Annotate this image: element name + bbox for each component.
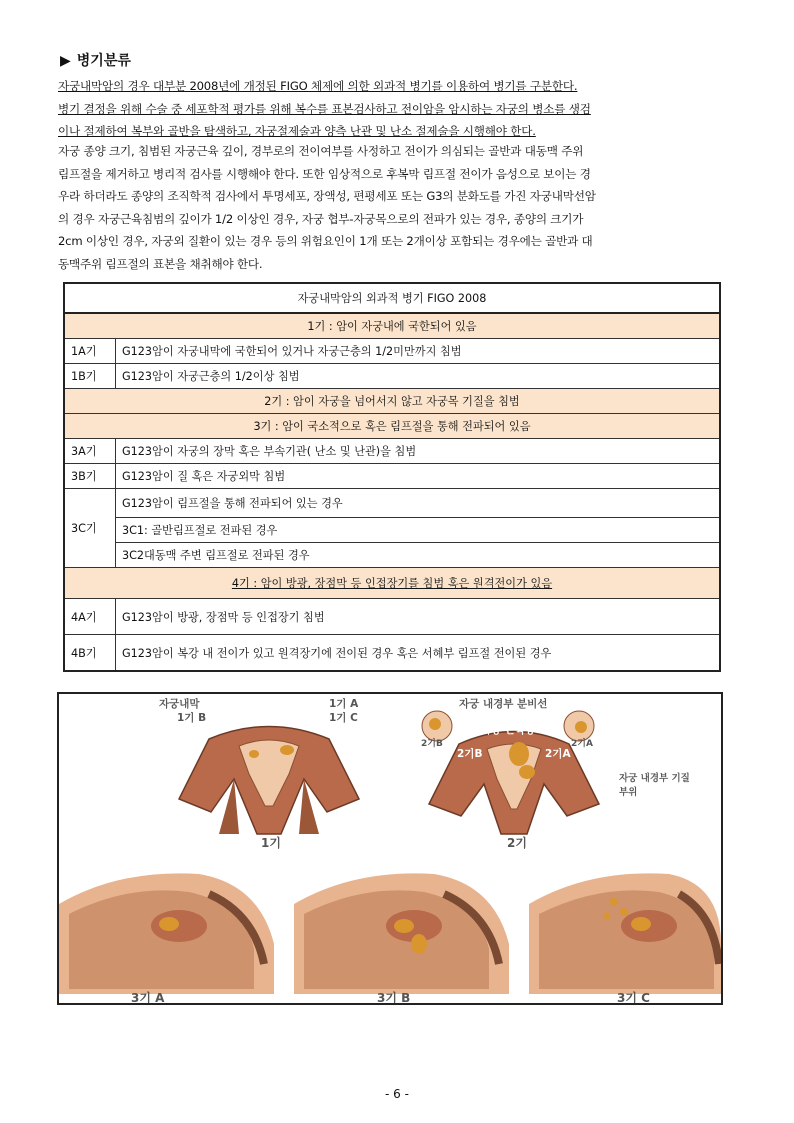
text-line: 자궁 종양 크기, 침범된 자궁근육 깊이, 경부로의 전이여부를 사정하고 전이가 의심되는 골반과 대동맥 주위	[58, 144, 584, 158]
stage-description: G123암이 방광, 장점막 등 인접장기 침범	[116, 599, 721, 635]
label-stage-1a: 1기 A	[329, 698, 359, 710]
text-line: 동맥주위 림프절의 표본을 채취해야 한다.	[58, 256, 263, 271]
label-stage-2b-small: 2기B	[421, 739, 443, 749]
label-stage-1c: 1기 C	[329, 712, 358, 724]
stage-code: 4A기	[64, 599, 116, 635]
stage-code: 3B기	[64, 464, 116, 489]
table-row	[64, 339, 720, 364]
stage-description: 3C2대동맥 주변 림프절로 전파된 경우	[116, 543, 721, 568]
section-heading	[60, 50, 131, 70]
stage-4-header: 4기 : 암이 방광, 장점막 등 인접장기를 침범 혹은 원격전이가 있음	[64, 568, 720, 599]
intro-paragraph	[58, 75, 738, 143]
pelvis-stage-3c	[529, 873, 721, 994]
label-stage-2: 2기	[507, 836, 527, 850]
stage-code: 1B기	[64, 364, 116, 389]
text-line: 의 경우 자궁근육침범의 깊이가 1/2 이상인 경우, 자궁 협부-자궁목으로의 전파가 있는 경우, 종양의 크기가	[58, 211, 584, 226]
text-line: 2cm 이상인 경우, 자궁외 질환이 있는 경우 등의 위험요인이 1개 또는 2개이상 포함되는 경우에는 골반과 대	[58, 234, 593, 248]
stage-code: 1A기	[64, 339, 116, 364]
table-row	[64, 543, 720, 568]
table-row	[64, 439, 720, 464]
label-cervix-gland: 자궁 내경부 분비선	[459, 698, 548, 710]
stage-description: G123암이 자궁내막에 국한되어 있거나 자궁근층의 1/2미만까지 침범	[116, 339, 721, 364]
text-line: 이나 절제하여 복부와 골반을 탐색하고, 자궁절제술과 양측 난관 및 난소 절제술을 시행해야 한다.	[58, 124, 536, 138]
page-number: - 6 -	[385, 1087, 409, 1101]
table-row	[64, 464, 720, 489]
stage-code: 3C기	[64, 489, 116, 568]
label-stage-3b: 3기 B	[377, 991, 411, 1005]
table-row	[64, 599, 720, 635]
text-line: 병기 결정을 위해 수술 중 세포학적 평가를 위해 복수를 표본검사하고 전이암을 암시하는 자궁의 병소를 생검	[58, 101, 591, 116]
anatomy-drawing	[59, 694, 721, 1003]
label-stage-3a: 3기 A	[131, 991, 165, 1005]
stage-2-header: 2기 : 암이 자궁을 넘어서지 않고 자궁목 기질을 침범	[64, 389, 720, 414]
table-row	[64, 364, 720, 389]
label-cervix-stroma: 자궁 내경부 기질부위	[619, 773, 690, 798]
stage-description: G123암이 복강 내 전이가 있고 원격장기에 전이된 경우 혹은 서혜부 림프절 전이된 경우	[116, 635, 721, 672]
pelvis-stage-3a	[59, 873, 274, 994]
stage-description: G123암이 자궁근층의 1/2이상 침범	[116, 364, 721, 389]
text-line: 림프절을 제거하고 병리적 검사를 시행해야 한다. 또한 임상적으로 후복막 림프절 전이가 음성으로 보이는 경	[58, 166, 591, 181]
stage-code: 4B기	[64, 635, 116, 672]
staging-illustration	[57, 692, 723, 1005]
label-stage-2b: 2기B	[457, 748, 483, 760]
stage-1-header: 1기 : 암이 자궁내에 국한되어 있음	[64, 313, 720, 339]
stage-description: G123암이 림프절을 통해 전파되어 있는 경우	[116, 489, 721, 518]
text-line: 우라 하더라도 종양의 조직학적 검사에서 투명세포, 장액성, 편평세포 또는 G3의 분화도를 가진 자궁내막선암	[58, 189, 596, 203]
stage-description: G123암이 자궁의 장막 혹은 부속기관( 난소 및 난관)을 침범	[116, 439, 721, 464]
body-paragraph	[58, 140, 738, 275]
label-endometrium: 자궁내막	[159, 698, 200, 710]
uterus-stage-1	[179, 727, 359, 835]
label-stage-2a-small: 2기A	[571, 739, 593, 749]
staging-table	[63, 282, 721, 672]
pelvis-stage-3b	[294, 873, 509, 994]
label-stage-1b: 1기 B	[177, 712, 207, 724]
stage-3-header: 3기 : 암이 국소적으로 혹은 림프절을 통해 전파되어 있음	[64, 414, 720, 439]
table-title: 자궁내막암의 외과적 병기 FIGO 2008	[64, 283, 720, 313]
triangle-marker-icon: ▶	[60, 53, 71, 69]
label-stage-3c: 3기 C	[617, 991, 650, 1005]
stage-description: 3C1: 골반림프절로 전파된 경우	[116, 518, 721, 543]
table-row	[64, 635, 720, 672]
stage-code: 3A기	[64, 439, 116, 464]
label-myometrium: 자궁 근육층	[481, 724, 536, 736]
text-line: 자궁내막암의 경우 대부분 2008년에 개정된 FIGO 체제에 의한 외과적 병기를 이용하여 병기를 구분한다.	[58, 79, 578, 93]
table-row	[64, 518, 720, 543]
table-row	[64, 489, 720, 518]
section-title: 병기분류	[76, 53, 131, 69]
label-stage-2a: 2기A	[545, 748, 571, 760]
label-stage-1: 1기	[261, 836, 281, 850]
stage-description: G123암이 질 혹은 자궁외막 침범	[116, 464, 721, 489]
